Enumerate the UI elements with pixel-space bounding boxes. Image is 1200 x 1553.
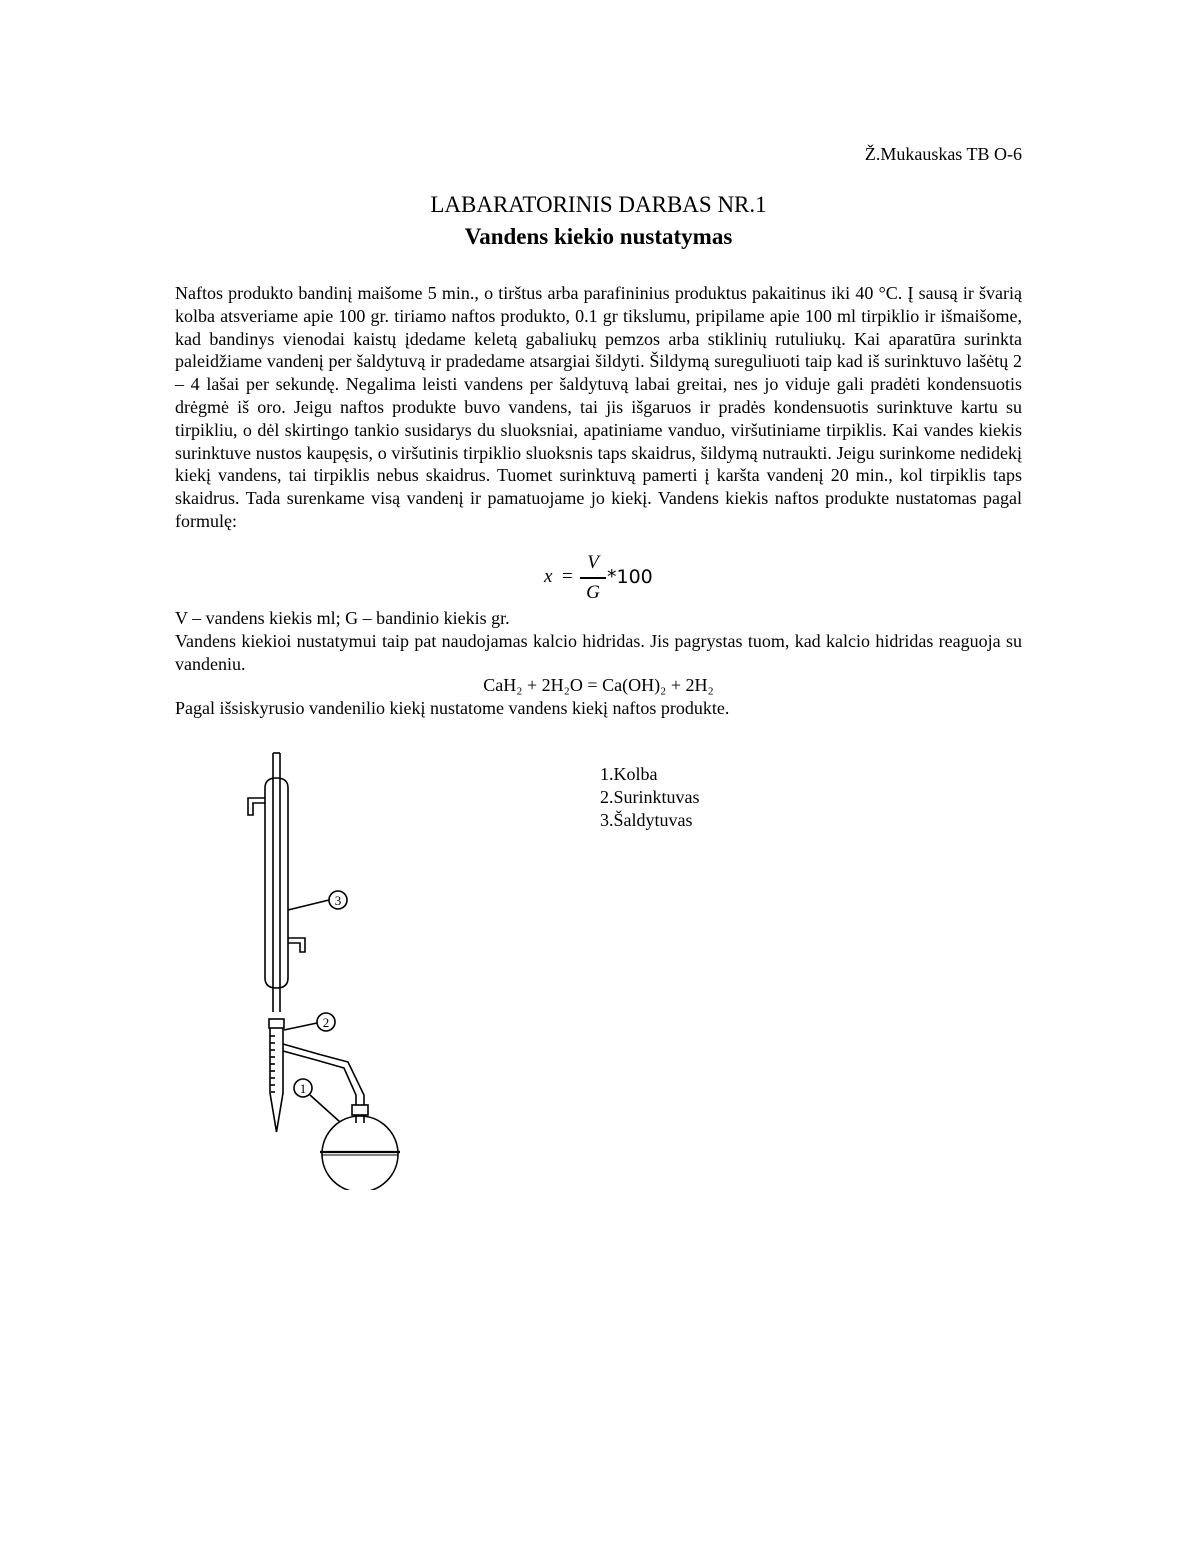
figure-legend (600, 763, 700, 831)
marker-1-label: 1 (299, 1081, 307, 1096)
procedure-paragraph: Naftos produkto bandinį maišome 5 min., o tirštus arba parafininius produktus pakaitinus iki 40 °C. Į sausą ir švarią kolba atsveriame apie 100 gr. tiriamo naftos produkto, 0.1 gr tikslumu, pripilame apie 100 ml tirpiklio ir išmaišome, kad bandinys vienodai kaistų įdedame keletą gabaliukų pemzos arba stiklinių rutuliukų. Kai aparatūra surinkta paleidžiame vandenį per šaldytuvą ir pradedame atsargiai šildyti. Šildymą sureguliuoti taip kad iš surinktuvo lašėtų 2 – 4 lašai per sekundę. Negalima leisti vandens per šaldytuvą labai greitai, nes jo viduje gali pradėti kondensuotis drėgmė iš oro. Jeigu naftos produkte buvo vandens, tai jis išgaruos ir pradės kondensuotis surinktuve kartu su tirpikliu, o dėl skirtingo tankio susidarys du sluoksniai, apatiniame vanduo, viršutiniame tirpiklis. Kai vandes kiekis surinktuve nustos kaupęsis, o viršutinis tirpiklio sluoksnis taps skaidrus, šildymą nutraukti. Jeigu surinkome nedidekį kiekį vandens, tai tirpiklis nebus skaidrus. Tuomet surinktuvą pamerti į karšta vandenį 20 min., kol tirpiklis taps skaidrus. Tada surenkame visą vandenį ir pamatuojame jo kiekį. Vandens kiekis naftos produkte nustatomas pagal formulę: (175, 283, 1022, 531)
formula-multiplier: *100 (607, 566, 653, 588)
formula-equals: = (562, 566, 573, 587)
legend-item-flask: 1.Kolba (600, 764, 658, 784)
marker-2-label: 2 (322, 1015, 330, 1030)
flask (320, 1105, 400, 1190)
variables-definition: V – vandens kiekis ml; G – bandinio kiekis gr. (175, 608, 510, 628)
apparatus-diagram (240, 750, 410, 1190)
author-line: Ž.Mukauskas TB O-6 (864, 144, 1022, 164)
legend-item-receiver: 2.Surinktuvas (600, 786, 700, 807)
formula-denominator: G (586, 582, 600, 603)
condenser (248, 753, 305, 1012)
conclusion-line: Pagal išsiskyrusio vandenilio kiekį nustatome vandens kiekį naftos produkte. (175, 698, 730, 718)
document-title: LABARATORINIS DARBAS NR.1 (430, 192, 767, 217)
marker-3-label: 3 (334, 893, 342, 908)
water-content-formula (540, 552, 680, 608)
receiver (269, 1019, 364, 1132)
reaction-equation: CaH₂ + 2H₂O = Ca(OH)₂ + 2H₂ (483, 675, 714, 695)
document-subtitle: Vandens kiekio nustatymas (464, 224, 733, 249)
calcium-hydride-paragraph: Vandens kiekioi nustatymui taip pat naudojamas kalcio hidridas. Jis pagrystas tuom, kad kalcio hidridas reaguoja su vandeniu. (175, 631, 1022, 674)
legend-item-condenser: 3.Šaldytuvas (600, 809, 693, 830)
fraction-bar (580, 577, 606, 579)
formula-lhs: x (544, 566, 553, 587)
formula-numerator: V (587, 552, 599, 573)
